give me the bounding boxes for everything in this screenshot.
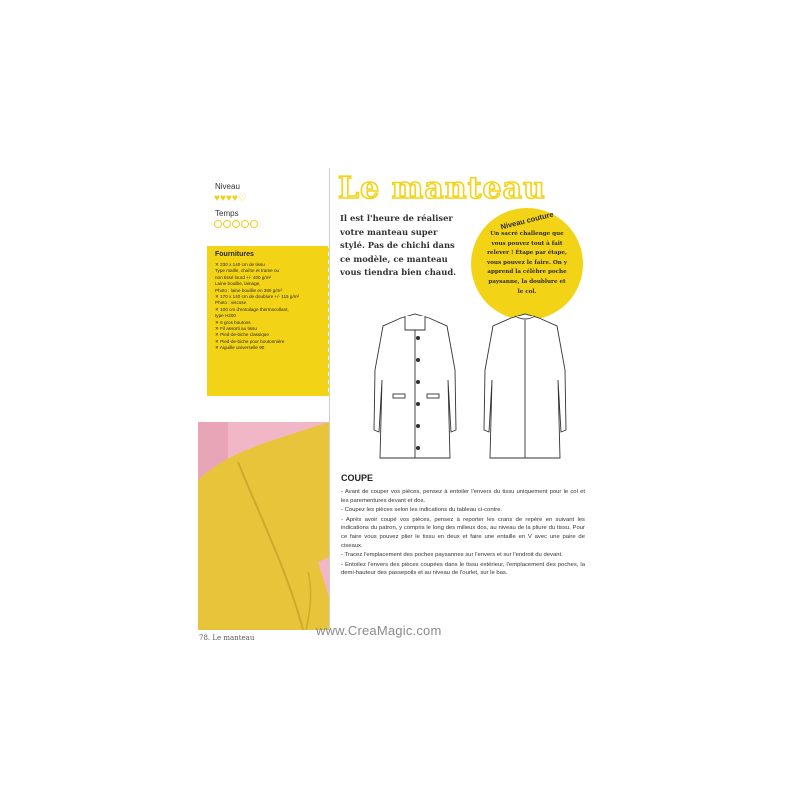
supply-item: ✕ 170 x 140 cm de doublure +/- 115 g/m² — [215, 294, 300, 300]
supply-item: ✕ 100 cm d'entoilage thermocollant, — [215, 306, 289, 312]
yellow-coat-photo — [198, 422, 329, 630]
time-label: Temps — [215, 209, 239, 218]
supplies-list — [215, 262, 322, 352]
badge-text: Un sacré challenge que vous pouvez tout à fait relever ! Étape par étape, vous pouvez le faire. On y apprend la célèbre poche paysanne, la doublure et le col. — [486, 231, 568, 295]
coupe-heading: COUPE — [341, 473, 374, 483]
supplies-title: Fournitures — [215, 251, 254, 258]
supply-item: Type maille, chaîne et trame ou — [215, 268, 280, 274]
supply-item: ✕ Pied-de-biche classique — [215, 332, 269, 338]
clock-icon — [250, 220, 258, 228]
column-divider — [329, 168, 330, 628]
coupe-step: - Coupez les pièces selon les indications du tableau ci-contre. — [341, 507, 503, 514]
coupe-steps — [341, 488, 585, 579]
coupe-step: - Entoilez l'envers des pièces coupées dans le tissu extérieur, l'emplacement des poches, la demi-hauteur des passepoils et au niveau de l'ourlet, sur le bas. — [341, 561, 585, 577]
supply-item: ✕ 6 gros boutons — [215, 319, 251, 325]
time-rating — [214, 220, 258, 228]
watermark: www.CreaMagic.com — [316, 623, 442, 638]
supply-item: ✕ Fil assorti au tissu — [215, 326, 257, 332]
coat-technical-drawings — [355, 310, 595, 470]
page-title: Le manteau — [338, 171, 546, 206]
level-hearts: ♥♥♥♥♡ — [214, 193, 247, 204]
coupe-step: - Avant de couper vos pièces, pensez à entoiler l'envers du tissu uniquement pour le col et les parementures devant et dos. — [341, 489, 585, 504]
supply-item: Laine bouillie, lainage, — [215, 281, 261, 287]
badge-title: Niveau couture — [499, 209, 555, 232]
coupe-step: - Après avoir coupé vos pièces, pensez à reporter les crans de repère en suivant les indications du patron, y compris le long des milieux dos, au niveau de la pliure du tissu. Pour ce faire vous pouvez plier le tissu en deux et faire une entaille en V avec une paire de ciseaux. — [341, 516, 585, 549]
supply-item: ✕ 230 x 140 cm de tissu — [215, 262, 265, 267]
clock-icon — [223, 220, 231, 228]
supply-item: Photo : viscose — [215, 300, 247, 306]
level-badge — [471, 208, 583, 320]
intro-text: Il est l'heure de réaliser votre manteau super stylé. Pas de chichi dans ce modèle, ce manteau vous tiendra bien chaud. — [340, 213, 457, 277]
supply-item: non tissé lourd +/- 400 g/m² — [215, 274, 272, 280]
clock-icon — [232, 220, 240, 228]
supply-item: type H200 — [215, 313, 236, 319]
clock-icon — [241, 220, 249, 228]
model-photo — [198, 422, 329, 630]
coat-back-drawing — [484, 314, 566, 458]
supply-item: Photo : laine bouillie en 380 g/m² — [215, 287, 282, 293]
coat-front-drawing — [374, 314, 456, 458]
level-label: Niveau — [215, 182, 240, 191]
supplies-box — [207, 246, 328, 396]
supply-item: ✕ Pied-de-biche pour boutonnière — [215, 338, 285, 344]
page-footer: 78. Le manteau — [199, 634, 255, 642]
coupe-step: - Tracez l'emplacement des poches paysannes sur l'envers et sur l'endroit du devant. — [341, 552, 563, 559]
supply-item: ✕ Aiguille universelle 90 — [215, 345, 265, 351]
clock-icon — [214, 220, 222, 228]
